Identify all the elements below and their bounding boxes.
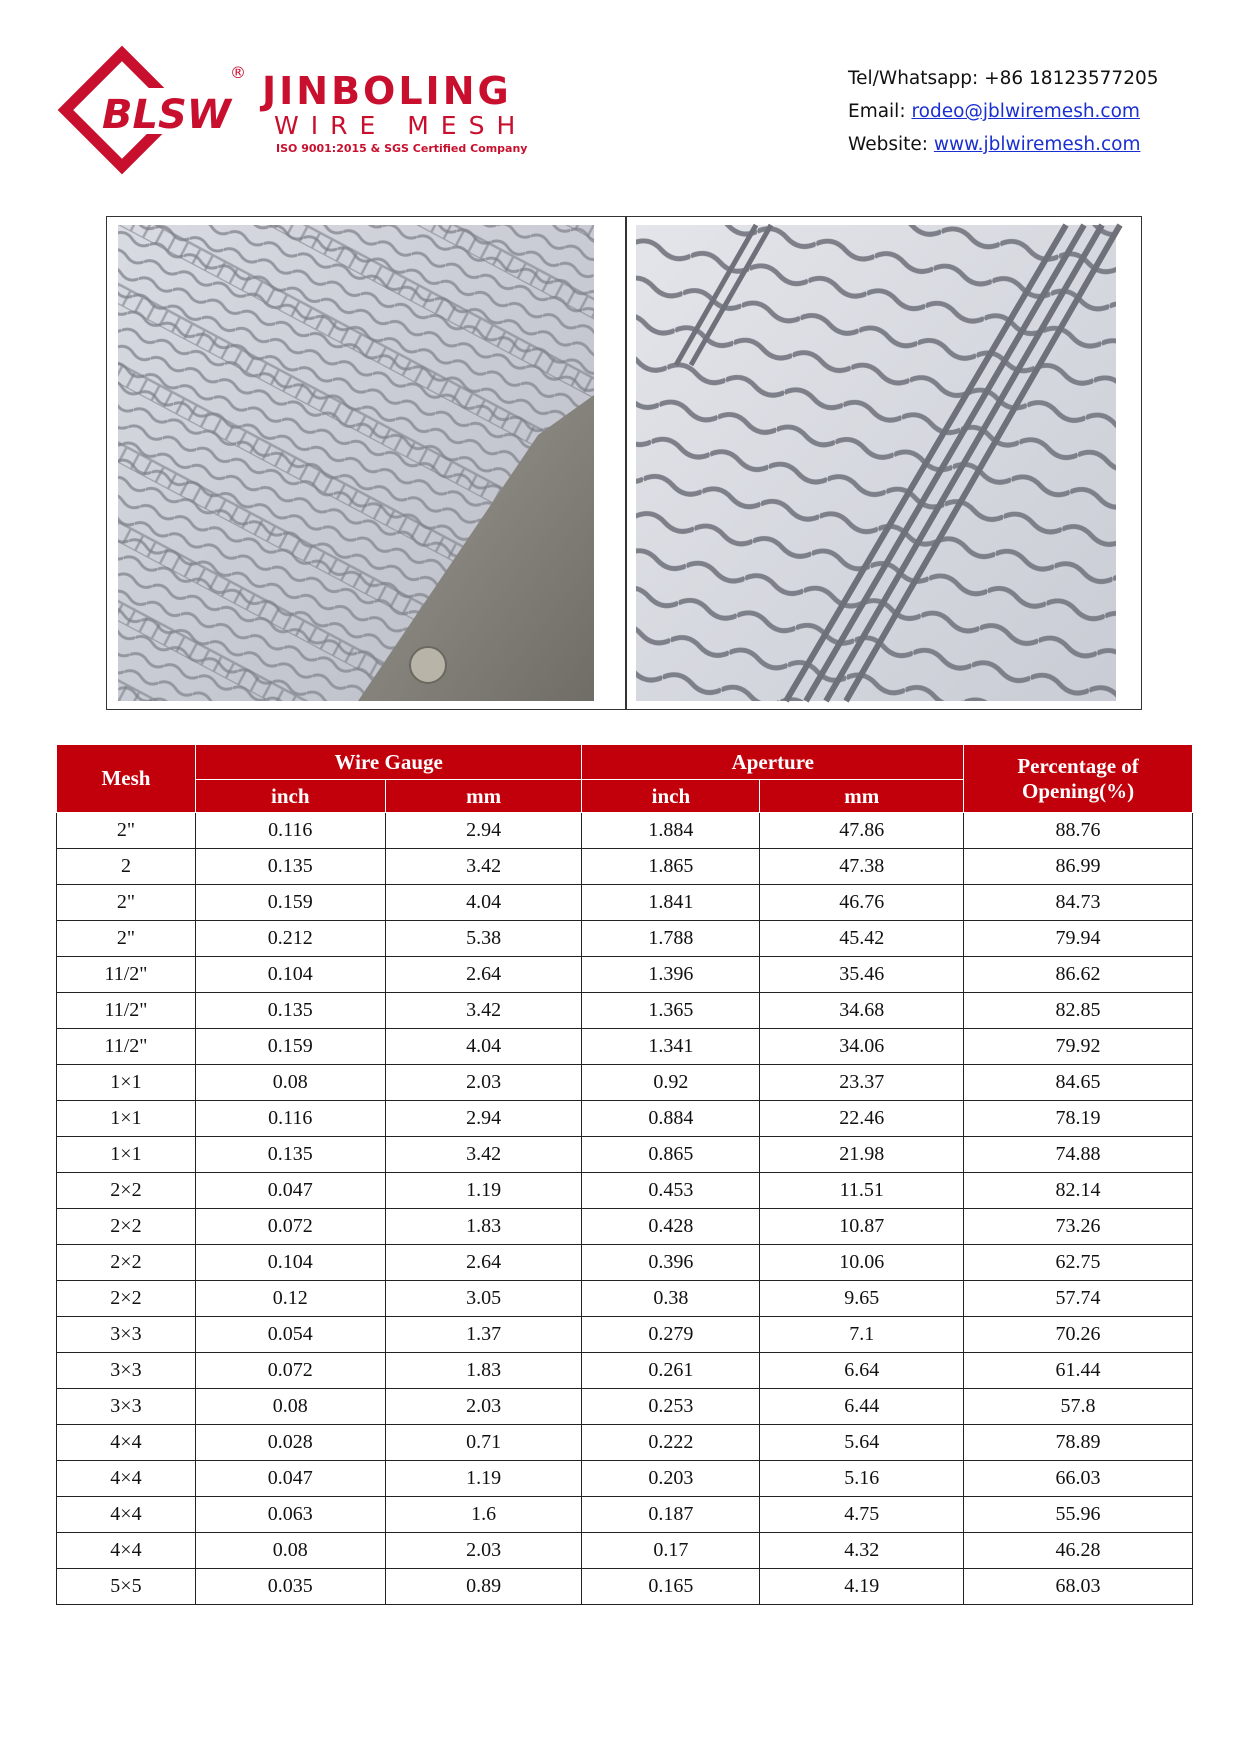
- aperture-mm-cell: 46.76: [760, 885, 964, 921]
- opening-percentage-cell: 57.8: [964, 1389, 1193, 1425]
- aperture-mm-cell: 4.32: [760, 1533, 964, 1569]
- mesh-cell: 3×3: [57, 1317, 196, 1353]
- opening-percentage-cell: 57.74: [964, 1281, 1193, 1317]
- opening-percentage-cell: 70.26: [964, 1317, 1193, 1353]
- wire-gauge-inch-cell: 0.12: [195, 1281, 385, 1317]
- aperture-inch-cell: 1.341: [582, 1029, 760, 1065]
- mesh-cell: 4×4: [57, 1461, 196, 1497]
- wire-gauge-mm-cell: 1.19: [385, 1173, 582, 1209]
- company-logo: [62, 50, 246, 170]
- wire-gauge-mm-cell: 2.64: [385, 1245, 582, 1281]
- registered-mark: ®: [230, 63, 246, 82]
- header-wire-gauge: Wire Gauge: [195, 745, 582, 780]
- wire-gauge-mm-cell: 3.42: [385, 849, 582, 885]
- wire-gauge-inch-cell: 0.028: [195, 1425, 385, 1461]
- wire-gauge-mm-cell: 2.94: [385, 813, 582, 849]
- aperture-mm-cell: 9.65: [760, 1281, 964, 1317]
- opening-percentage-cell: 84.73: [964, 885, 1193, 921]
- opening-percentage-cell: 68.03: [964, 1569, 1193, 1605]
- wire-gauge-inch-cell: 0.212: [195, 921, 385, 957]
- table-body: [57, 813, 1193, 1605]
- opening-percentage-cell: 82.14: [964, 1173, 1193, 1209]
- opening-percentage-cell: 62.75: [964, 1245, 1193, 1281]
- aperture-inch-cell: 1.841: [582, 885, 760, 921]
- wire-gauge-inch-cell: 0.159: [195, 885, 385, 921]
- table-row: [57, 957, 1193, 993]
- aperture-inch-cell: 0.865: [582, 1137, 760, 1173]
- contact-website: [848, 128, 1159, 161]
- aperture-mm-cell: 35.46: [760, 957, 964, 993]
- aperture-mm-cell: 4.19: [760, 1569, 964, 1605]
- website-label: Website:: [848, 134, 934, 155]
- wire-mesh-closeup-image: [636, 225, 1116, 701]
- opening-percentage-cell: 84.65: [964, 1065, 1193, 1101]
- aperture-inch-cell: 0.17: [582, 1533, 760, 1569]
- aperture-inch-cell: 0.92: [582, 1065, 760, 1101]
- wire-gauge-inch-cell: 0.135: [195, 849, 385, 885]
- contact-block: [848, 62, 1159, 161]
- mesh-cell: 11/2": [57, 1029, 196, 1065]
- website-link[interactable]: www.jblwiremesh.com: [933, 134, 1141, 155]
- mesh-cell: 4×4: [57, 1425, 196, 1461]
- wire-gauge-inch-cell: 0.072: [195, 1209, 385, 1245]
- aperture-mm-cell: 10.06: [760, 1245, 964, 1281]
- wire-gauge-inch-cell: 0.072: [195, 1353, 385, 1389]
- specification-table: [56, 744, 1193, 1605]
- opening-percentage-cell: 88.76: [964, 813, 1193, 849]
- opening-percentage-cell: 86.99: [964, 849, 1193, 885]
- opening-percentage-cell: 74.88: [964, 1137, 1193, 1173]
- aperture-inch-cell: 0.222: [582, 1425, 760, 1461]
- table-row: [57, 1245, 1193, 1281]
- mesh-photo-right: [636, 225, 1116, 701]
- table-row: [57, 1065, 1193, 1101]
- aperture-inch-cell: 0.38: [582, 1281, 760, 1317]
- photo-divider: [625, 217, 627, 709]
- header-opening-percentage: Percentage of Opening(%): [964, 745, 1193, 813]
- opening-percentage-cell: 78.19: [964, 1101, 1193, 1137]
- table-row: [57, 1497, 1193, 1533]
- table-row: [57, 1173, 1193, 1209]
- mesh-cell: 4×4: [57, 1497, 196, 1533]
- aperture-mm-cell: 23.37: [760, 1065, 964, 1101]
- wire-gauge-inch-cell: 0.047: [195, 1461, 385, 1497]
- aperture-inch-cell: 0.187: [582, 1497, 760, 1533]
- opening-percentage-cell: 61.44: [964, 1353, 1193, 1389]
- mesh-cell: 1×1: [57, 1065, 196, 1101]
- wire-gauge-mm-cell: 2.94: [385, 1101, 582, 1137]
- aperture-inch-cell: 0.253: [582, 1389, 760, 1425]
- wire-gauge-mm-cell: 1.37: [385, 1317, 582, 1353]
- aperture-inch-cell: 0.261: [582, 1353, 760, 1389]
- aperture-mm-cell: 47.38: [760, 849, 964, 885]
- email-label: Email:: [848, 101, 912, 122]
- mesh-cell: 1×1: [57, 1137, 196, 1173]
- opening-percentage-cell: 46.28: [964, 1533, 1193, 1569]
- aperture-mm-cell: 5.16: [760, 1461, 964, 1497]
- wire-gauge-mm-cell: 1.83: [385, 1209, 582, 1245]
- mesh-cell: 2×2: [57, 1245, 196, 1281]
- table-row: [57, 885, 1193, 921]
- header-aperture-mm: mm: [760, 780, 964, 813]
- wire-gauge-inch-cell: 0.104: [195, 957, 385, 993]
- mesh-cell: 11/2": [57, 993, 196, 1029]
- header-mesh: Mesh: [57, 745, 196, 813]
- header-wire-gauge-mm: mm: [385, 780, 582, 813]
- mesh-cell: 2: [57, 849, 196, 885]
- mesh-cell: 2": [57, 921, 196, 957]
- aperture-inch-cell: 1.396: [582, 957, 760, 993]
- mesh-cell: 4×4: [57, 1533, 196, 1569]
- aperture-inch-cell: 0.203: [582, 1461, 760, 1497]
- logo-diamond-icon: [62, 50, 246, 170]
- wire-gauge-inch-cell: 0.035: [195, 1569, 385, 1605]
- table-row: [57, 1353, 1193, 1389]
- opening-percentage-cell: 78.89: [964, 1425, 1193, 1461]
- aperture-inch-cell: 0.279: [582, 1317, 760, 1353]
- wire-gauge-inch-cell: 0.08: [195, 1389, 385, 1425]
- wire-gauge-mm-cell: 3.42: [385, 1137, 582, 1173]
- mesh-cell: 3×3: [57, 1389, 196, 1425]
- aperture-inch-cell: 1.788: [582, 921, 760, 957]
- aperture-mm-cell: 45.42: [760, 921, 964, 957]
- brand-block: [262, 69, 528, 155]
- wire-gauge-mm-cell: 2.03: [385, 1533, 582, 1569]
- aperture-mm-cell: 6.64: [760, 1353, 964, 1389]
- header-aperture: Aperture: [582, 745, 964, 780]
- aperture-mm-cell: 5.64: [760, 1425, 964, 1461]
- opening-percentage-cell: 82.85: [964, 993, 1193, 1029]
- wire-gauge-inch-cell: 0.063: [195, 1497, 385, 1533]
- opening-percentage-cell: 79.94: [964, 921, 1193, 957]
- aperture-inch-cell: 1.365: [582, 993, 760, 1029]
- phone-label: Tel/Whatsapp:: [848, 68, 985, 89]
- header-aperture-inch: inch: [582, 780, 760, 813]
- opening-percentage-cell: 73.26: [964, 1209, 1193, 1245]
- wire-gauge-inch-cell: 0.159: [195, 1029, 385, 1065]
- aperture-mm-cell: 21.98: [760, 1137, 964, 1173]
- aperture-mm-cell: 7.1: [760, 1317, 964, 1353]
- aperture-mm-cell: 47.86: [760, 813, 964, 849]
- wire-gauge-mm-cell: 4.04: [385, 1029, 582, 1065]
- aperture-inch-cell: 0.165: [582, 1569, 760, 1605]
- logo-initials: BLSW: [102, 92, 231, 138]
- opening-percentage-cell: 86.62: [964, 957, 1193, 993]
- table-row: [57, 1389, 1193, 1425]
- product-photos: [106, 216, 1142, 710]
- wire-gauge-inch-cell: 0.104: [195, 1245, 385, 1281]
- wire-gauge-inch-cell: 0.116: [195, 1101, 385, 1137]
- mesh-cell: 2×2: [57, 1281, 196, 1317]
- mesh-cell: 2": [57, 813, 196, 849]
- aperture-mm-cell: 11.51: [760, 1173, 964, 1209]
- contact-phone: [848, 62, 1159, 95]
- opening-percentage-cell: 55.96: [964, 1497, 1193, 1533]
- wire-gauge-inch-cell: 0.08: [195, 1065, 385, 1101]
- aperture-inch-cell: 0.453: [582, 1173, 760, 1209]
- table-row: [57, 1461, 1193, 1497]
- wire-gauge-inch-cell: 0.135: [195, 1137, 385, 1173]
- aperture-inch-cell: 1.865: [582, 849, 760, 885]
- wire-gauge-mm-cell: 2.03: [385, 1065, 582, 1101]
- aperture-mm-cell: 6.44: [760, 1389, 964, 1425]
- wire-gauge-inch-cell: 0.054: [195, 1317, 385, 1353]
- table-row: [57, 849, 1193, 885]
- table-row: [57, 1533, 1193, 1569]
- aperture-mm-cell: 22.46: [760, 1101, 964, 1137]
- wire-gauge-inch-cell: 0.135: [195, 993, 385, 1029]
- table-row: [57, 1137, 1193, 1173]
- opening-percentage-cell: 79.92: [964, 1029, 1193, 1065]
- wire-gauge-mm-cell: 3.42: [385, 993, 582, 1029]
- wire-gauge-mm-cell: 0.71: [385, 1425, 582, 1461]
- mesh-cell: 1×1: [57, 1101, 196, 1137]
- table-row: [57, 1101, 1193, 1137]
- aperture-inch-cell: 1.884: [582, 813, 760, 849]
- mesh-cell: 5×5: [57, 1569, 196, 1605]
- aperture-inch-cell: 0.396: [582, 1245, 760, 1281]
- mesh-photo-left: [118, 225, 594, 701]
- wire-gauge-mm-cell: 1.19: [385, 1461, 582, 1497]
- phone-value: +86 18123577205: [984, 68, 1159, 89]
- opening-percentage-cell: 66.03: [964, 1461, 1193, 1497]
- aperture-mm-cell: 4.75: [760, 1497, 964, 1533]
- wire-gauge-mm-cell: 5.38: [385, 921, 582, 957]
- aperture-mm-cell: 34.06: [760, 1029, 964, 1065]
- email-link[interactable]: rodeo@jblwiremesh.com: [911, 101, 1140, 122]
- aperture-mm-cell: 34.68: [760, 993, 964, 1029]
- table-row: [57, 1425, 1193, 1461]
- wire-gauge-mm-cell: 3.05: [385, 1281, 582, 1317]
- table-row: [57, 1281, 1193, 1317]
- table-row: [57, 1569, 1193, 1605]
- wire-gauge-inch-cell: 0.116: [195, 813, 385, 849]
- mesh-cell: 2×2: [57, 1209, 196, 1245]
- aperture-mm-cell: 10.87: [760, 1209, 964, 1245]
- contact-email: [848, 95, 1159, 128]
- table-row: [57, 993, 1193, 1029]
- table-row: [57, 1209, 1193, 1245]
- wire-gauge-inch-cell: 0.047: [195, 1173, 385, 1209]
- wire-gauge-mm-cell: 2.03: [385, 1389, 582, 1425]
- wire-gauge-mm-cell: 1.83: [385, 1353, 582, 1389]
- wire-gauge-mm-cell: 1.6: [385, 1497, 582, 1533]
- certification-text: ISO 9001:2015 & SGS Certified Company: [276, 142, 528, 155]
- mesh-cell: 3×3: [57, 1353, 196, 1389]
- wire-mesh-image: [118, 225, 594, 701]
- wire-gauge-mm-cell: 4.04: [385, 885, 582, 921]
- table-row: [57, 921, 1193, 957]
- mesh-cell: 2×2: [57, 1173, 196, 1209]
- aperture-inch-cell: 0.884: [582, 1101, 760, 1137]
- aperture-inch-cell: 0.428: [582, 1209, 760, 1245]
- wire-gauge-mm-cell: 0.89: [385, 1569, 582, 1605]
- brand-subtitle: WIRE MESH: [274, 111, 528, 140]
- mesh-cell: 2": [57, 885, 196, 921]
- wire-gauge-mm-cell: 2.64: [385, 957, 582, 993]
- table-row: [57, 1317, 1193, 1353]
- wire-gauge-inch-cell: 0.08: [195, 1533, 385, 1569]
- mesh-cell: 11/2": [57, 957, 196, 993]
- table-row: [57, 813, 1193, 849]
- table-row: [57, 1029, 1193, 1065]
- brand-name: JINBOLING: [262, 69, 512, 113]
- header-wire-gauge-inch: inch: [195, 780, 385, 813]
